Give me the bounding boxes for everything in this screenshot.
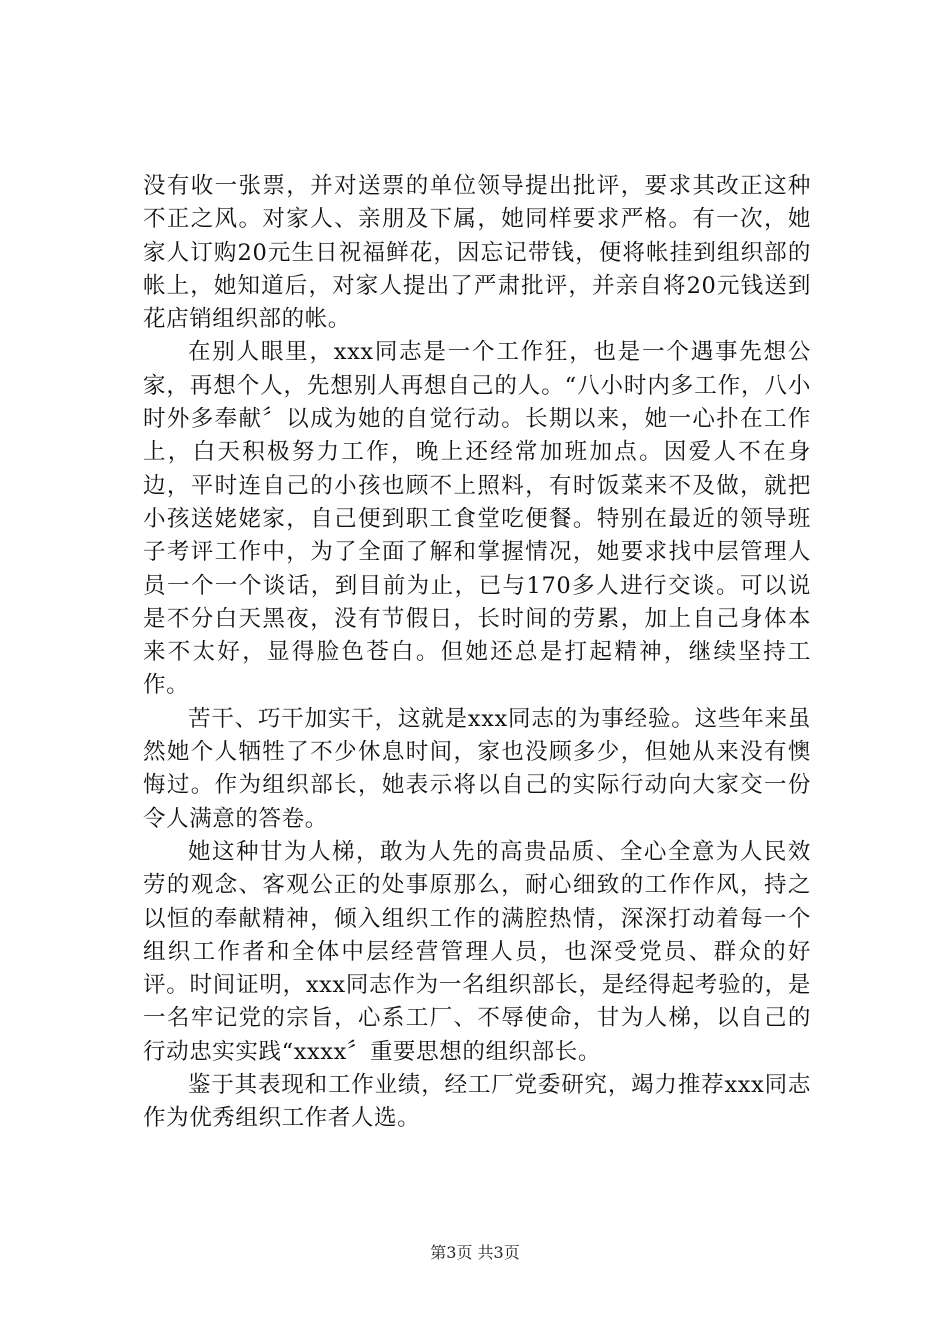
page-footer: [0, 1243, 950, 1263]
document-body: [143, 170, 811, 1136]
paragraph-workaholic: 在别人眼里，xxx同志是一个工作狂，也是一个遇事先想公家，再想个人，先想别人再想自己的人。“八小时内多工作，八小时外多奉献〞以成为她的自觉行动。长期以来，她一心扑在工作上，白天积极努力工作，晚上还经常加班加点。因爱人不在身边，平时连自己的小孩也顾不上照料，有时饭菜来不及做，就把小孩送姥姥家，自己便到职工食堂吃便餐。特别在最近的领导班子考评工作中，为了全面了解和掌握情况，她要求找中层管理人员一个一个谈话，到目前为止，已与170多人进行交谈。可以说是不分白天黑夜，没有节假日，长时间的劳累，加上自己身体本来不太好，显得脸色苍白。但她还总是打起精神，继续坚持工作。: [143, 339, 811, 699]
page-number: 第3页 共3页: [430, 1243, 520, 1262]
paragraph-experience: 苦干、巧干加实干，这就是xxx同志的为事经验。这些年来虽然她个人牺牲了不少休息时间，家也没顾多少，但她从来没有懊悔过。作为组织部长，她表示将以自己的实际行动向大家交一份令人满意的答卷。: [143, 705, 811, 832]
paragraph-continuation: 没有收一张票，并对送票的单位领导提出批评，要求其改正这种不正之风。对家人、亲朋及下属，她同样要求严格。有一次，她家人订购20元生日祝福鲜花，因忘记带钱，便将帐挂到组织部的帐上，她知道后，对家人提出了严肃批评，并亲自将20元钱送到花店销组织部的帐。: [143, 173, 811, 333]
paragraph-recommendation: 鉴于其表现和工作业绩，经工厂党委研究，竭力推荐xxx同志作为优秀组织工作者人选。: [143, 1072, 811, 1132]
paragraph-qualities: 她这种甘为人梯，敢为人先的高贵品质、全心全意为人民效劳的观念、客观公正的处事原那么，耐心细致的工作作风，持之以恒的奉献精神，倾入组织工作的满腔热情，深深打动着每一个组织工作者和全体中层经营管理人员，也深受党员、群众的好评。时间证明，xxx同志作为一名组织部长，是经得起考验的，是一名牢记党的宗旨，心系工厂、不辱使命，甘为人梯，以自己的行动忠实实践“xxxx〞重要思想的组织部长。: [143, 838, 811, 1065]
